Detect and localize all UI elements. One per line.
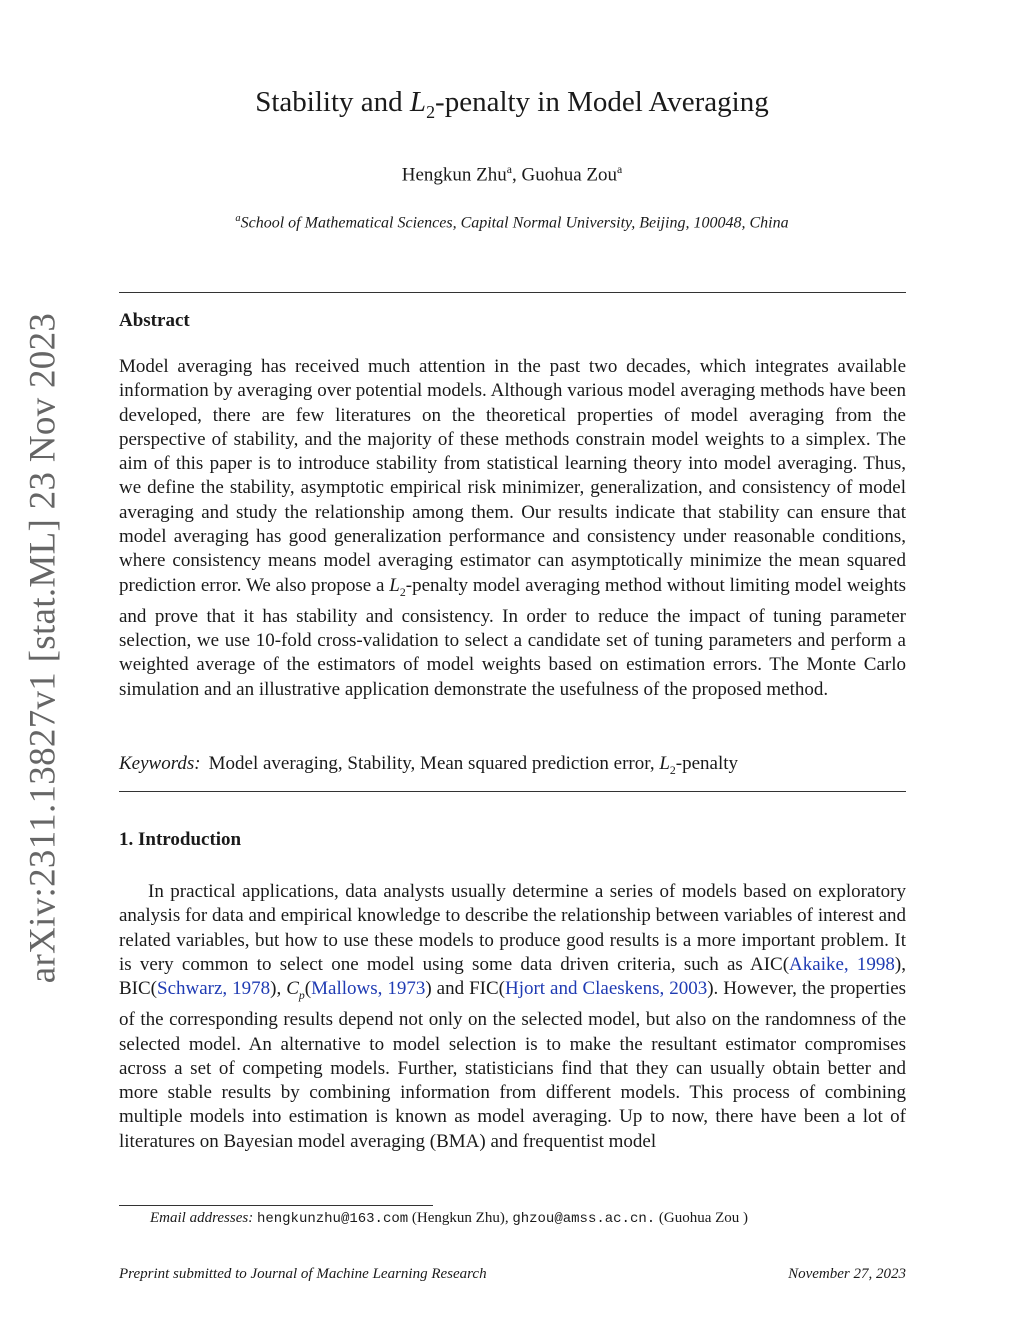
abstract-body: Model averaging has received much attention in the past two decades, which integrates available information by averaging over potential models. Although various model averaging methods have been developed, there are few literatures on the theoretical properties of model averaging from the perspective of stability, and the majority of these methods constrain model weights to a simplex. The aim of this paper is to introduce stability from statistical learning theory into model averaging. Thus, we define the stability, asymptotic empirical risk minimizer, generalization, and consistency of model averaging and study the relationship among them. Our results indicate that stability can ensure that model averaging has good generalization performance and consistency under reasonable conditions, where consistency means model averaging estimator can asymptotically minimize the mean squared prediction error. We also propose a $L_2$-penalty model averaging method without limiting model weights and prove that it has stability and consistency. In order to reduce the impact of tuning parameter selection, we use 10-fold cross-validation to select a candidate set of tuning parameters and perform a weighted average of the estimators of model weights based on estimation errors. The Monte Carlo simulation and an illustrative application demonstrate the usefulness of the proposed method. [119, 356, 907, 700]
abstract-top-rule [119, 292, 906, 293]
affiliation: $^a$School of Mathematical Sciences, Capital Normal University, Beijing, 100048, China [235, 213, 789, 232]
author-name: Hengkun Zhu [401, 164, 507, 186]
citation-link[interactable]: Hjort and Claeskens, 2003 [504, 978, 708, 1000]
citation-link[interactable]: Schwarz, 1978 [157, 978, 271, 1000]
paper-title: Stability and $L_2$-penalty in Model Averaging [255, 86, 769, 122]
email-address[interactable]: ghzou@amss.ac.cn. [512, 1211, 656, 1227]
footer-date: November 27, 2023 [788, 1266, 906, 1282]
footer-venue: Preprint submitted to Journal of Machine Learning Research [119, 1266, 487, 1282]
footnote-rule [119, 1205, 433, 1206]
keywords-label: Keywords: [119, 753, 201, 774]
author-name: Guohua Zou [521, 164, 618, 186]
citation-link[interactable]: Akaike, 1998 [789, 953, 895, 975]
arxiv-stamp-text: arXiv:2311.13827v1 [stat.ML] 23 Nov 2023 [22, 312, 64, 983]
citation-link[interactable]: Mallows, 1973 [311, 978, 426, 1000]
email-address[interactable]: hengkunzhu@163.com [256, 1211, 409, 1227]
introduction-paragraph: In practical applications, data analysts usually determine a series of models based on exploratory analysis for data and empirical knowledge to describe the relationship between variables of interest and related variables, but how to use these models to produce good results is a more important problem. It is very common to select one model using some data driven criteria, such as AIC(Akaike, 1998), BIC(Schwarz, 1978), $C_p(Mallows$, 1973) and FIC(Hjort and Claeskens, 2003). However, the properties of the corresponding results depend not only on the selected model, but also on the randomness of the selected model. An alternative to model selection is to make the resultant estimator compromises across a set of competing models. Further, statisticians find that they can usually obtain better and more stable results by combining information from different models. This process of combining multiple models into estimation is known as model averaging. Up to now, there have been a lot of literatures on Bayesian model averaging (BMA) and frequentist model [119, 881, 907, 1152]
arxiv-stamp [13, 312, 73, 983]
section-heading: 1. Introduction [119, 829, 242, 850]
keywords: Keywords: Model averaging, Stability, Mean squared prediction error, $L_2$-penalty [119, 753, 739, 777]
abstract-heading: Abstract [119, 310, 190, 331]
author-list: Hengkun Zhu$^a$, Guohua Zou$^a$ [401, 163, 623, 186]
footnote: Email addresses: hengkunzhu@163.com (Hengkun Zhu), ghzou@amss.ac.cn. (Guohua Zou ) [150, 1210, 749, 1227]
abstract-bottom-rule [119, 791, 906, 792]
